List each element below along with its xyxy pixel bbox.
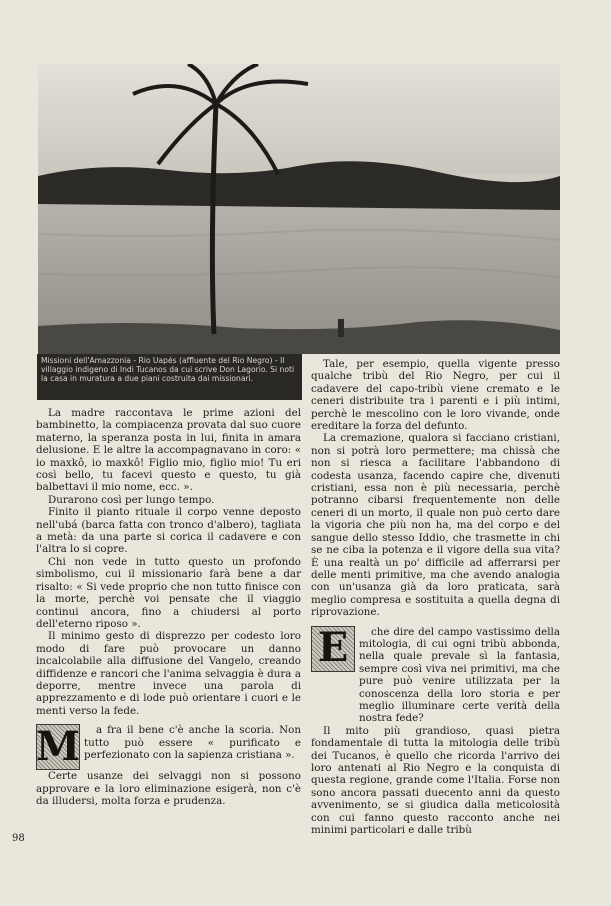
paragraph: La madre raccontava le prime azioni del bambinetto, la compiacenza provata dal suo cuore materno, la speranza posta in lui, finita in amara delusione. E le altre la accompagnavano in coro: « io maxkô, io maxkô! Figlio mio, figlio mio! Tu eri così bello, tu facevi questo e questo, tu già balbettavi il mio nome, ecc. ».	[36, 407, 301, 494]
right-column	[311, 358, 560, 836]
dropcap-paragraph	[311, 626, 560, 725]
page-number: 98	[12, 833, 25, 844]
dropcap-letter: M	[35, 722, 81, 770]
river-village-photo	[38, 64, 560, 354]
left-column	[36, 407, 301, 807]
dropcap-paragraph	[36, 724, 301, 770]
paragraph: Durarono così per lungo tempo.	[48, 493, 215, 506]
dropcap-letter: E	[311, 626, 355, 672]
paragraph: Chi non vede in tutto questo un profondo simbolismo, cui il missionario farà bene a dar risalto: « Si vede proprio che non tutto finisce con la morte, perchè voi pensate che il viaggio continui ancora, fino a chiudersi al porto dell'eterno riposo ».	[36, 555, 301, 630]
paragraph: La cremazione, qualora si facciano cristiani, non si potrà loro permettere; ma chissà che non si riesca a facilitare l'abbandono di codesta usanza, facendo capire che, divenuti cristiani, essa non è più necessaria, perchè potranno cibarsi frequentemente non delle ceneri di un morto, il quale non può certo dare la vigoria che più non ha, ma del corpo e del sangue dello stesso Iddio, che trasmette in chi se ne ciba la potenza e il vigore della sua vita? È una realtà un po' difficile ad afferrarsi per delle menti primitive, ma che avendo analogia con un'usanza già da loro praticata, sarà meglio compresa e sostituita a quella degna di riprovazione.	[311, 432, 560, 619]
paragraph: Finito il pianto rituale il corpo venne deposto nell'ubá (barca fatta con tronco d'albero), tagliata a metà: da una parte si corica il cadavere e con l'altra lo si copre.	[36, 506, 301, 556]
paragraph: Il mito più grandioso, quasi pietra fondamentale di tutta la mitologia delle tribù dei Tucanos, è quello che ricorda l'arrivo dei loro antenati al Rio Negro e la conquista di questa regione, grande come l'Italia. Forse non sono ancora passati duecento anni da questo avvenimento, se si giudica dalla meticolosità con cui fanno questo racconto anche nei minimi particolari e dalle tribù	[311, 724, 560, 837]
paragraph: Certe usanze dei selvaggi non si possono approvare e la loro eliminazione esigerà, non c'è da illudersi, molta forza e prudenza.	[36, 770, 301, 807]
paragraph: Il minimo gesto di disprezzo per codesto loro modo di fare può provocare un danno incalcolabile alla diffusione del Vangelo, creando diffidenze e rancori che l'anima selvaggia è dura a deporre, mentre invece una parola di apprezzamento e di lode può orientare i cuori e le menti verso la fede.	[36, 630, 301, 717]
river-photo-illustration	[38, 64, 560, 354]
photo-caption: Missioni dell'Amazzonia - Rio Uapés (affluente del Rio Negro) - Il villaggio indigeno di Indi Tucanos da cui scrive Don Lagorio. Si noti la casa in muratura a due piani costruita dai missionari.	[37, 354, 302, 400]
paragraph: a fra il bene c'è anche la scoria. Non tutto può essere « purificato e perfezionato con la sapienza cristiana ».	[84, 724, 301, 761]
paragraph: Tale, per esempio, quella vigente presso qualche tribù del Rio Negro, per cui il cadavere del capo-tribù viene cremato e le ceneri distribuite tra i parenti e i più intimi, perchè le mescolino con le loro vivande, onde ereditare la forza del defunto.	[311, 358, 560, 433]
paragraph: che dire del campo vastissimo della mitologia, di cui ogni tribù abbonda, nella quale prevale sì la fantasia, sempre così viva nei primitivi, ma che pure può venire utilizzata per la conoscenza della loro storia e per meglio illuminare certe verità della nostra fede?	[359, 625, 560, 725]
